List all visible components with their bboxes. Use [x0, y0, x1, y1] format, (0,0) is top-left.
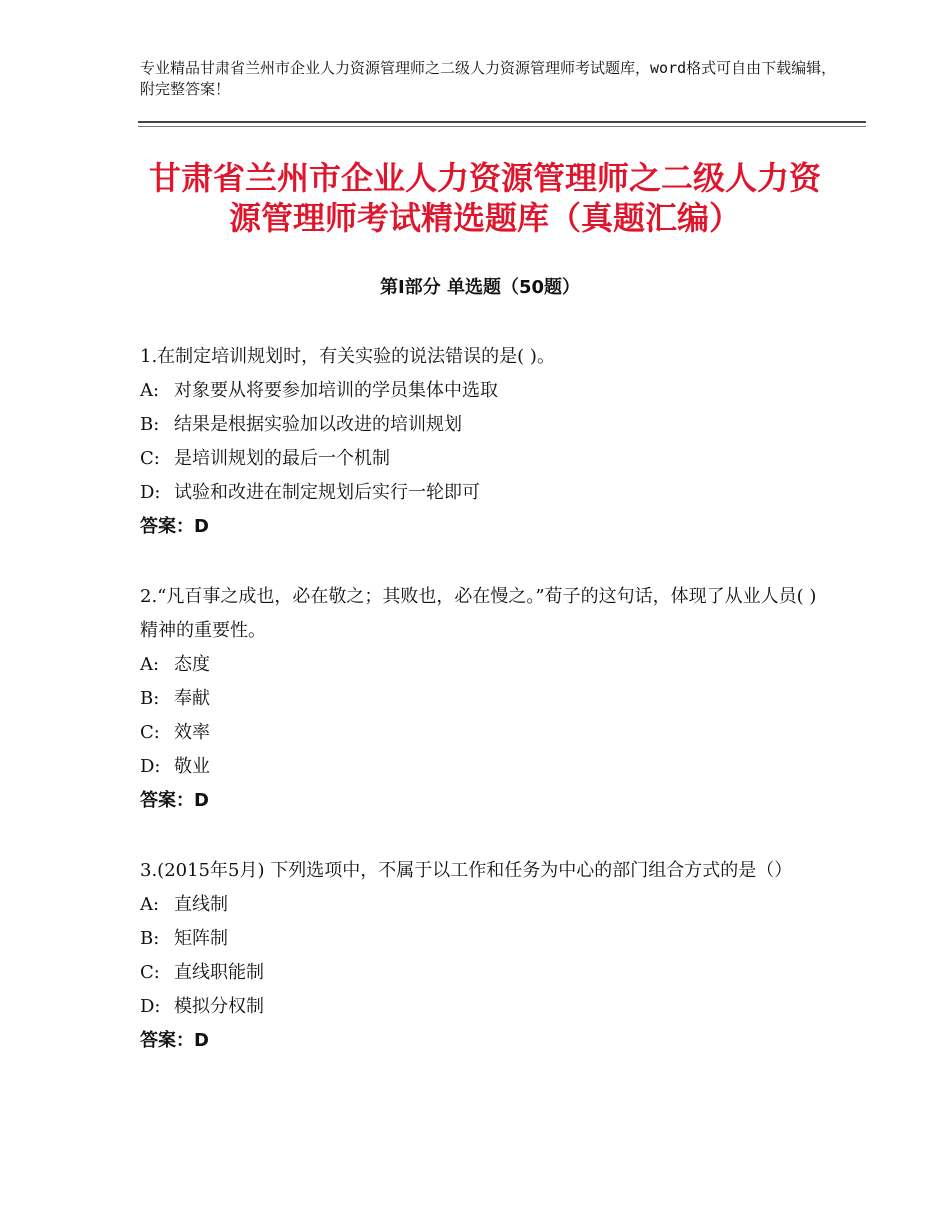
- option-a: [140, 648, 820, 682]
- option-key: A:: [140, 894, 160, 915]
- option-d: [140, 476, 820, 510]
- header-rule-thick: [138, 121, 866, 123]
- question-1: [140, 340, 820, 544]
- option-text: 效率: [174, 722, 210, 743]
- option-key: C:: [140, 962, 160, 983]
- option-key: A:: [140, 380, 160, 401]
- header-note: 专业精品甘肃省兰州市企业人力资源管理师之二级人力资源管理师考试题库，word格式可自由下载编辑，附完整答案！: [140, 59, 837, 98]
- answer: 答案：D: [140, 1030, 209, 1051]
- option-key: D:: [140, 482, 161, 503]
- option-text: 矩阵制: [174, 928, 228, 949]
- option-key: C:: [140, 722, 160, 743]
- option-text: 直线制: [174, 894, 228, 915]
- option-key: C:: [140, 448, 160, 469]
- question-stem: 2.“凡百事之成也，必在敬之；其败也，必在慢之。”荀子的这句话，体现了从业人员( )精神的重要性。: [140, 586, 817, 641]
- option-c: [140, 956, 820, 990]
- option-key: B:: [140, 414, 160, 435]
- option-b: [140, 408, 820, 442]
- option-text: 对象要从将要参加培训的学员集体中选取: [174, 380, 498, 401]
- option-d: [140, 750, 820, 784]
- option-text: 结果是根据实验加以改进的培训规划: [174, 414, 462, 435]
- option-text: 敬业: [174, 756, 210, 777]
- question-2: [140, 580, 820, 818]
- option-a: [140, 888, 820, 922]
- option-text: 态度: [174, 654, 210, 675]
- option-c: [140, 442, 820, 476]
- option-d: [140, 990, 820, 1024]
- question-3: [140, 854, 820, 1058]
- option-text: 是培训规划的最后一个机制: [174, 448, 390, 469]
- option-key: B:: [140, 928, 160, 949]
- document-title: 甘肃省兰州市企业人力资源管理师之二级人力资源管理师考试精选题库（真题汇编）: [148, 159, 821, 237]
- option-key: D:: [140, 756, 161, 777]
- option-text: 奉献: [174, 688, 210, 709]
- answer: 答案：D: [140, 790, 209, 811]
- section-title: 第Ⅰ部分 单选题（50题）: [379, 277, 580, 298]
- option-text: 直线职能制: [174, 962, 264, 983]
- header-rule-thin: [138, 126, 866, 127]
- option-a: [140, 374, 820, 408]
- option-key: D:: [140, 996, 161, 1017]
- option-text: 模拟分权制: [174, 996, 264, 1017]
- option-b: [140, 682, 820, 716]
- option-key: A:: [140, 654, 160, 675]
- question-stem: 3.(2015年5月) 下列选项中，不属于以工作和任务为中心的部门组合方式的是（）: [140, 860, 793, 881]
- option-c: [140, 716, 820, 750]
- option-b: [140, 922, 820, 956]
- question-stem: 1.在制定培训规划时，有关实验的说法错误的是( )。: [140, 346, 555, 367]
- answer: 答案：D: [140, 516, 209, 537]
- option-key: B:: [140, 688, 160, 709]
- option-text: 试验和改进在制定规划后实行一轮即可: [174, 482, 480, 503]
